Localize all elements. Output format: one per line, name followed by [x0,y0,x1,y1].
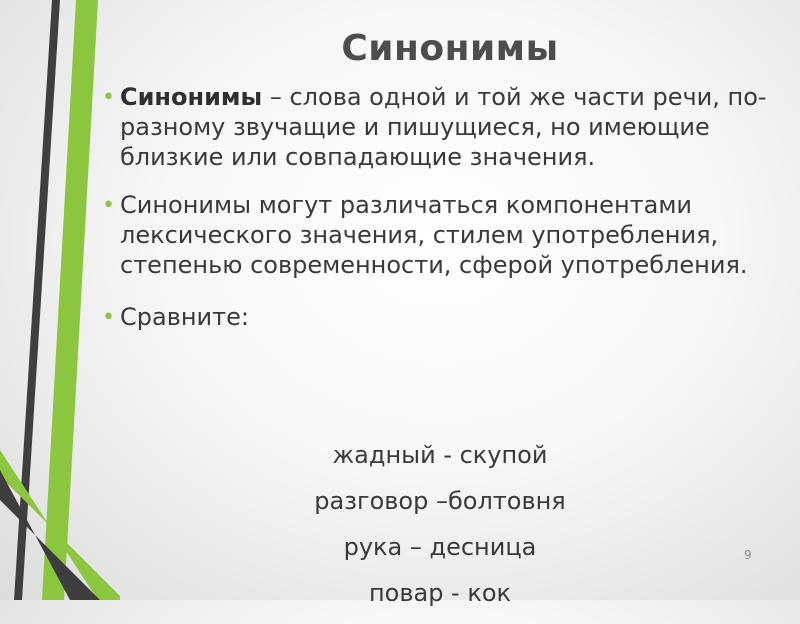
bullet-icon: • [102,193,115,218]
slide-title: Синонимы [341,28,559,69]
differences-text: Синонимы могут различаться компонентами лексического значения, стилем употребления, степенью современности, сферой употребления. [120,191,748,279]
synonym-pair: повар - кок [368,579,512,607]
bullet-icon: • [102,305,115,330]
definition-text: – слова одной и той же части речи, по-разному звучащие и пишущиеся, но имеющие близкие или совпадающие значения. [120,83,767,171]
slide-content [100,80,790,332]
bullet-icon: • [102,85,115,110]
synonym-pair: рука – десница [343,533,537,561]
compare-label: Сравните: [120,303,249,331]
synonym-pair: жадный - скупой [332,441,548,469]
definition-paragraph [100,82,790,172]
synonym-pair: разговор –болтовня [314,487,566,515]
compare-paragraph [100,302,790,332]
page-number: 9 [744,548,752,562]
synonym-pairs-list [0,440,800,624]
differences-paragraph [100,190,790,280]
definition-term: Синонимы [120,83,263,111]
